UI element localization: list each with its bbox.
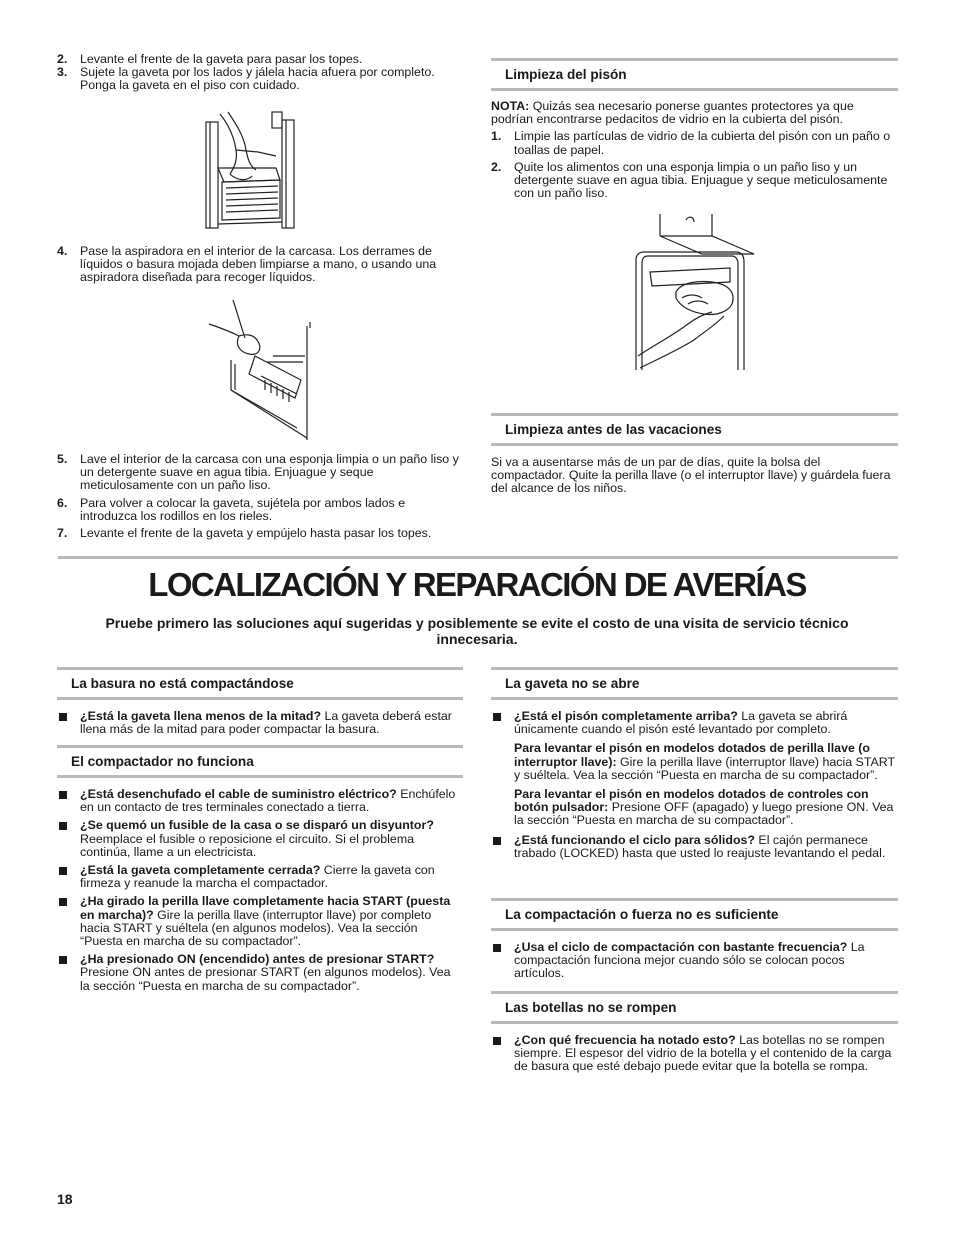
- step-item: [57, 66, 462, 92]
- list-item: [491, 834, 898, 860]
- question: ¿Está la gaveta completamente cerrada?: [80, 863, 321, 878]
- step-number: 2.: [57, 52, 68, 66]
- list-item: [57, 788, 463, 814]
- ram-steps: [491, 130, 898, 200]
- note-label: NOTA:: [491, 99, 530, 113]
- step-number: 3.: [57, 65, 68, 80]
- ram-cleaning-section: [491, 58, 898, 200]
- reinstall-steps: [57, 453, 462, 540]
- troubleshooting-subtitle: Pruebe primero las soluciones aquí sugeridas y posiblemente se evite el costo de una visita de servicio técnico innecesaria.: [105, 615, 849, 647]
- answer: El cajón permanece trabado (LOCKED) hasta que usted lo reajuste levantando el pedal.: [514, 832, 886, 860]
- step-number: 7.: [57, 526, 68, 541]
- ram-wiping-illustration: [632, 212, 757, 372]
- not-compacting-section: [57, 667, 463, 736]
- step-text: Levante el frente de la gaveta para pasar los topes.: [80, 52, 363, 66]
- insufficient-compaction-section: [491, 898, 898, 981]
- sub-paragraph: [491, 742, 898, 782]
- sub-question: Para levantar el pisón en modelos dotados de perilla llave (o interruptor llave):: [514, 741, 870, 769]
- step-number: 4.: [57, 244, 68, 258]
- answer: Reemplace el fusible o reposicione el circuito. Si el problema continúa, llame a un electricista.: [80, 831, 415, 859]
- vacation-text: Si va a ausentarse más de un par de días, quite la bolsa del compactador. Quite la perilla llave (o el interruptor llave) y guárdela fuera del alcance de los niños.: [491, 455, 891, 496]
- step-text: Levante el frente de la gaveta y empújelo hasta pasar los topes.: [80, 526, 432, 541]
- list-item: [491, 1034, 898, 1074]
- section-heading: Limpieza antes de las vacaciones: [491, 413, 898, 446]
- answer: Enchúfelo en un contacto de tres terminales conectado a tierra.: [80, 787, 456, 815]
- step-text: Quite los alimentos con una esponja limpia o un paño liso y un detergente suave en agua tibia. Enjuague y seque meticulosamente con un paño liso.: [514, 159, 888, 201]
- list-item: [57, 864, 463, 890]
- step-text: Sujete la gaveta por los lados y jálela hacia afuera por completo. Ponga la gaveta en el piso con cuidado.: [80, 65, 435, 93]
- bullet-icon: [59, 822, 67, 830]
- step-item: [57, 497, 462, 523]
- bullet-icon: [493, 837, 501, 845]
- step-number: 2.: [491, 159, 502, 174]
- drawer-removal-steps: [57, 53, 462, 93]
- bullet-icon: [59, 713, 67, 721]
- bullet-icon: [59, 898, 67, 906]
- bullet-icon: [493, 944, 501, 952]
- step-item: [491, 161, 898, 201]
- step-text: Limpie las partículas de vidrio de la cubierta del pisón con un paño o toallas de papel.: [514, 129, 891, 157]
- step-text: Para volver a colocar la gaveta, sujétela por ambos lados e introduzca los rodillos en los rieles.: [80, 495, 406, 523]
- step-text: Lave el interior de la carcasa con una esponja limpia o un paño liso y un detergente suave en agua tibia. Enjuague y seque meticulosamente con un paño liso.: [80, 452, 459, 493]
- list-item: [57, 895, 463, 948]
- note-paragraph: [491, 100, 898, 126]
- question: ¿Está funcionando el ciclo para sólidos?: [514, 832, 755, 847]
- step-item: [491, 130, 898, 156]
- section-heading: El compactador no funciona: [57, 745, 463, 778]
- answer: Presione ON antes de presionar START (en algunos modelos). Vea la sección “Puesta en marcha de su compactador”.: [80, 965, 451, 993]
- list-item: [57, 953, 463, 993]
- sub-answer: Presione OFF (apagado) y luego presione ON. Vea la sección “Puesta en marcha de su compactador”.: [514, 800, 894, 828]
- question: ¿Está el pisón completamente arriba?: [514, 709, 738, 723]
- sub-question: Para levantar el pisón en modelos dotados de controles con botón pulsador:: [514, 787, 869, 815]
- step-number: 1.: [491, 129, 502, 144]
- troubleshooting-title: LOCALIZACIÓN Y REPARACIÓN DE AVERÍAS: [148, 566, 806, 603]
- answer: Las botellas no se rompen siempre. El espesor del vidrio de la botella y el contenido de la carga de basura que esté debajo puede evitar que la botella se rompa.: [514, 1033, 892, 1074]
- bullet-icon: [493, 713, 501, 721]
- bullet-icon: [59, 867, 67, 875]
- vacation-section: [491, 413, 898, 496]
- section-heading: Limpieza del pisón: [491, 58, 898, 91]
- list-item: [491, 941, 898, 981]
- vacuum-steps: [57, 245, 462, 285]
- section-heading: Las botellas no se rompen: [491, 991, 898, 1024]
- sub-paragraph: [491, 788, 898, 828]
- question: ¿Usa el ciclo de compactación con bastante frecuencia?: [514, 940, 848, 954]
- question: ¿Ha girado la perilla llave completamente hacia START (puesta en marcha)?: [80, 894, 451, 922]
- section-heading: La compactación o fuerza no es suficiente: [491, 898, 898, 931]
- answer: La compactación funciona mejor cuando sólo se colocan pocos artículos.: [514, 940, 865, 981]
- step-item: [57, 453, 462, 493]
- answer: La gaveta deberá estar llena más de la mitad para poder compactar la basura.: [80, 709, 452, 737]
- page-number: 18: [57, 1191, 73, 1207]
- answer: Cierre la gaveta con firmeza y reanude la marcha el compactador.: [80, 863, 435, 891]
- section-heading: La gaveta no se abre: [491, 667, 898, 700]
- drawer-wont-open-section: [491, 667, 898, 860]
- list-item: [57, 710, 463, 736]
- section-heading: La basura no está compactándose: [57, 667, 463, 700]
- note-text: Quizás sea necesario ponerse guantes protectores ya que podrían encontrarse pedacitos de vidrio en la cubierta del pisón.: [491, 99, 854, 127]
- question: ¿Está desenchufado el cable de suministro eléctrico?: [80, 787, 397, 801]
- section-divider: [58, 556, 898, 559]
- question: ¿Está la gaveta llena menos de la mitad?: [80, 709, 322, 723]
- step-item: [57, 527, 462, 540]
- cabinet-cleaning-illustration: [205, 298, 315, 440]
- answer: La gaveta se abrirá únicamente cuando el pisón esté levantado por completo.: [514, 709, 848, 737]
- bullet-icon: [59, 791, 67, 799]
- step-text: Pase la aspiradora en el interior de la carcasa. Los derrames de líquidos o basura mojada deben limpiarse a mano, o usando una aspiradora diseñada para recoger líquidos.: [80, 244, 437, 285]
- not-working-section: [57, 745, 463, 993]
- list-item: [57, 819, 463, 859]
- question: ¿Con qué frecuencia ha notado esto?: [514, 1033, 736, 1047]
- step-item: [57, 245, 462, 285]
- question: ¿Se quemó un fusible de la casa o se disparó un disyuntor?: [80, 818, 434, 833]
- drawer-removal-illustration: [200, 110, 310, 230]
- sub-answer: Gire la perilla llave (interruptor llave) hacia START y suéltela. Vea la sección “Puesta en marcha de su compactador”.: [514, 754, 895, 782]
- step-number: 5.: [57, 452, 68, 466]
- bottles-section: [491, 991, 898, 1074]
- list-item: [491, 710, 898, 736]
- bullet-icon: [493, 1037, 501, 1045]
- question: ¿Ha presionado ON (encendido) antes de presionar START?: [80, 952, 435, 967]
- answer: Gire la perilla llave (interruptor llave) por completo hacia START y suéltela (en algunos modelos). Vea la sección “Puesta en marcha de su compactador”.: [80, 907, 432, 949]
- step-number: 6.: [57, 495, 68, 510]
- bullet-icon: [59, 956, 67, 964]
